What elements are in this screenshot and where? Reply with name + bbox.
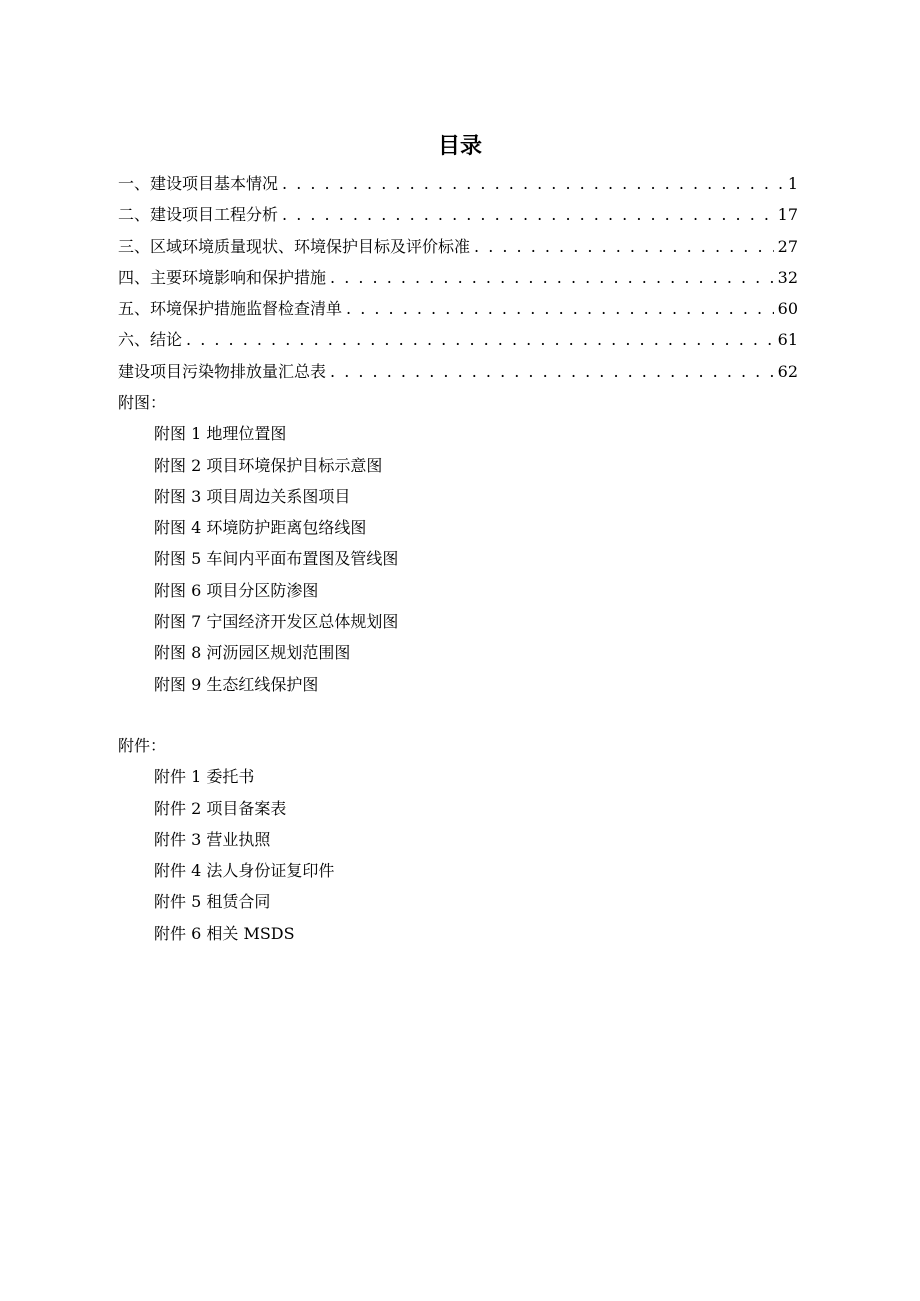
toc-entry-page: 17	[777, 205, 798, 225]
toc-entry-page: 62	[777, 361, 798, 381]
figure-item[interactable]: 附图 7 宁国经济开发区总体规划图	[154, 612, 399, 632]
figure-item[interactable]: 附图 9 生态红线保护图	[154, 674, 319, 694]
attachment-item[interactable]: 附件 3 营业执照	[154, 829, 271, 849]
toc-entry-label: 三、区域环境质量现状、环境保护目标及评价标准	[118, 236, 471, 256]
toc-entry-page: 1	[787, 174, 798, 193]
figure-item[interactable]: 附图 2 项目环境保护目标示意图	[154, 455, 383, 475]
attachment-item[interactable]: 附件 2 项目备案表	[154, 798, 287, 818]
table-of-contents	[118, 168, 798, 387]
attachments-section	[118, 730, 798, 949]
toc-leader-dots	[282, 199, 774, 230]
attachment-item[interactable]: 附件 5 租赁合同	[154, 892, 271, 912]
toc-leader-dots	[186, 324, 774, 355]
figure-item[interactable]: 附图 4 环境防护距离包络线图	[154, 518, 367, 538]
attachments-heading: 附件：	[118, 736, 167, 755]
toc-entry-page: 61	[777, 330, 798, 350]
toc-leader-dots	[346, 293, 774, 324]
figure-item[interactable]: 附图 1 地理位置图	[154, 424, 287, 444]
toc-entry[interactable]	[118, 231, 798, 262]
figures-section	[118, 387, 798, 700]
figure-item[interactable]: 附图 5 车间内平面布置图及管线图	[154, 549, 399, 569]
attachments-list	[118, 761, 798, 949]
figure-item[interactable]: 附图 3 项目周边关系图项目	[154, 486, 351, 506]
toc-leader-dots	[474, 231, 774, 262]
toc-entry-page: 32	[777, 267, 798, 287]
attachment-item[interactable]: 附件 4 法人身份证复印件	[154, 861, 335, 881]
toc-entry[interactable]	[118, 324, 798, 355]
figure-item[interactable]: 附图 8 河沥园区规划范围图	[154, 643, 351, 663]
toc-leader-dots	[282, 168, 784, 199]
toc-leader-dots	[330, 262, 774, 293]
attachment-item[interactable]: 附件 1 委托书	[154, 767, 255, 787]
toc-entry[interactable]	[118, 262, 798, 293]
attachment-item[interactable]: 附件 6 相关 MSDS	[154, 923, 295, 943]
toc-entry-label: 建设项目污染物排放量汇总表	[118, 361, 327, 381]
toc-entry-label: 四、主要环境影响和保护措施	[118, 267, 327, 287]
toc-entry-page: 60	[777, 299, 798, 319]
toc-entry[interactable]	[118, 356, 798, 387]
toc-entry[interactable]	[118, 293, 798, 324]
figures-list	[118, 418, 798, 700]
figures-heading: 附图：	[118, 393, 167, 412]
toc-entry[interactable]	[118, 168, 798, 199]
toc-entry[interactable]	[118, 199, 798, 230]
figure-item[interactable]: 附图 6 项目分区防渗图	[154, 580, 319, 600]
toc-entry-label: 六、结论	[118, 330, 183, 350]
toc-entry-label: 一、建设项目基本情况	[118, 174, 279, 193]
page-title: 目录	[437, 134, 482, 159]
toc-entry-label: 二、建设项目工程分析	[118, 205, 279, 225]
toc-leader-dots	[330, 356, 774, 387]
toc-entry-page: 27	[777, 236, 798, 256]
toc-entry-label: 五、环境保护措施监督检查清单	[118, 299, 343, 319]
